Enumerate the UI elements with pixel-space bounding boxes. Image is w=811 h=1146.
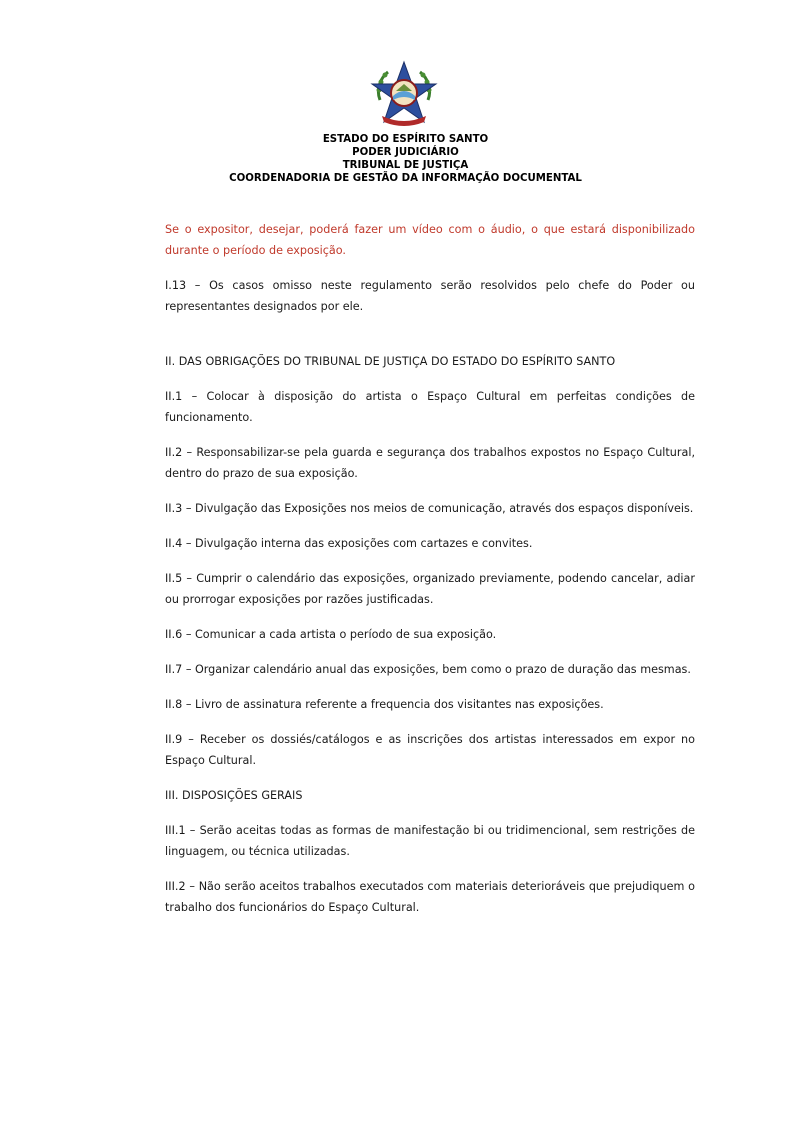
paragraph-ii7: II.7 – Organizar calendário anual das exposições, bem como o prazo de duração das mesmas.: [165, 663, 691, 676]
paragraph-ii3: II.3 – Divulgação das Exposições nos meios de comunicação, através dos espaços disponíveis.: [165, 502, 694, 515]
section-heading-ii: II. DAS OBRIGAÇÕES DO TRIBUNAL DE JUSTIÇA DO ESTADO DO ESPÍRITO SANTO: [165, 355, 616, 368]
paragraph-ii6: II.6 – Comunicar a cada artista o período de sua exposição.: [165, 628, 497, 641]
document-body: [165, 219, 695, 932]
header-coordination: COORDENADORIA DE GESTÃO DA INFORMAÇÃO DOCUMENTAL: [229, 173, 582, 184]
paragraph-video: Se o expositor, desejar, poderá fazer um vídeo com o áudio, o que estará disponibilizado durante o período de exposição.: [165, 223, 695, 257]
paragraph-iii1: III.1 – Serão aceitas todas as formas de manifestação bi ou tridimencional, sem restrições de linguagem, ou técnica utilizadas.: [165, 824, 695, 858]
header-court: TRIBUNAL DE JUSTIÇA: [342, 160, 469, 171]
paragraph-ii9: II.9 – Receber os dossiés/catálogos e as inscrições dos artistas interessados em expor no Espaço Cultural.: [165, 733, 695, 767]
paragraph-ii4: II.4 – Divulgação interna das exposições com cartazes e convites.: [165, 537, 533, 550]
paragraph-i13: I.13 – Os casos omisso neste regulamento serão resolvidos pelo chefe do Poder ou representantes designados por ele.: [165, 279, 695, 313]
state-coat-of-arms-icon: [368, 60, 440, 132]
paragraph-iii2: III.2 – Não serão aceitos trabalhos executados com materiais deterioráveis que prejudiquem o trabalho dos funcionários do Espaço Cultural.: [165, 880, 695, 914]
document-header: [0, 133, 811, 185]
header-state: ESTADO DO ESPÍRITO SANTO: [322, 134, 489, 145]
paragraph-ii2: II.2 – Responsabilizar-se pela guarda e segurança dos trabalhos expostos no Espaço Cultural, dentro do prazo de sua exposição.: [165, 446, 695, 480]
section-heading-iii: III. DISPOSIÇÕES GERAIS: [165, 789, 303, 802]
paragraph-ii5: II.5 – Cumprir o calendário das exposições, organizado previamente, podendo cancelar, adiar ou prorrogar exposições por razões justificadas.: [165, 572, 695, 606]
paragraph-ii8: II.8 – Livro de assinatura referente a frequencia dos visitantes nas exposições.: [165, 698, 604, 711]
paragraph-ii1: II.1 – Colocar à disposição do artista o Espaço Cultural em perfeitas condições de funcionamento.: [165, 390, 695, 424]
header-judiciary: PODER JUDICIÁRIO: [352, 147, 459, 158]
